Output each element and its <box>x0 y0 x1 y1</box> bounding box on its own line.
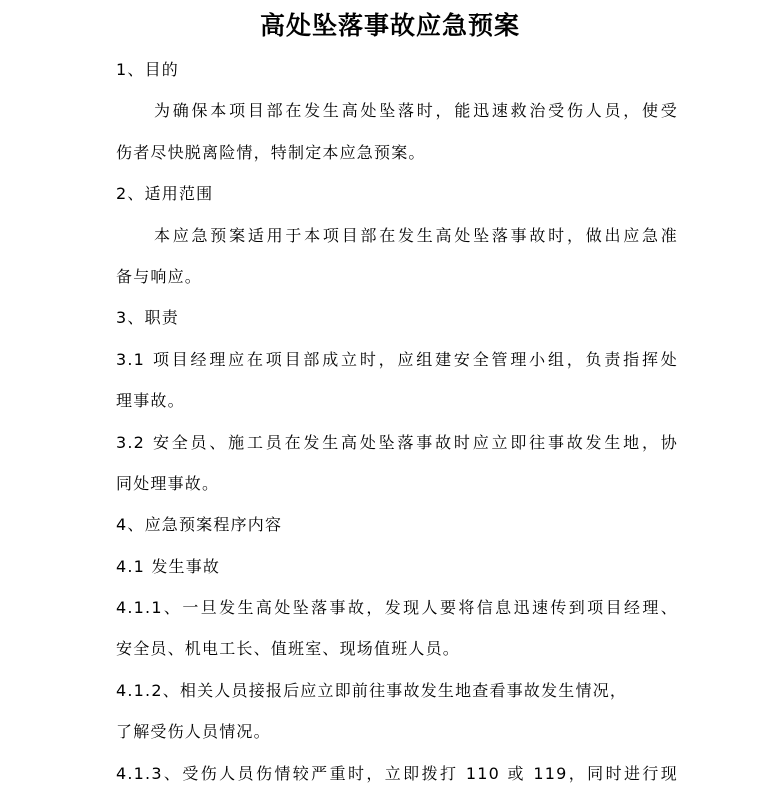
paragraph-line: 4.1.2、相关人员接报后应立即前往事故发生地查看事故发生情况， <box>116 680 628 700</box>
paragraph-line: 本应急预案适用于本项目部在发生高处坠落事故时，做出应急准 <box>154 225 678 245</box>
paragraph-line: 伤者尽快脱离险情，特制定本应急预案。 <box>116 142 426 162</box>
section-heading: 1、目的 <box>116 60 179 79</box>
subsection-heading: 4.1 发生事故 <box>116 556 221 576</box>
paragraph-line: 安全员、机电工长、值班室、现场值班人员。 <box>116 639 461 659</box>
paragraph-line: 了解受伤人员情况。 <box>116 722 271 742</box>
document-title: 高处坠落事故应急预案 <box>259 11 520 40</box>
paragraph-line: 3.2 安全员、施工员在发生高处坠落事故时应立即往事故发生地，协 <box>116 432 678 452</box>
paragraph-line: 理事故。 <box>116 391 185 411</box>
document-body <box>116 49 678 794</box>
paragraph-line: 4.1.1、一旦发生高处坠落事故，发现人要将信息迅速传到项目经理、 <box>116 598 678 618</box>
paragraph-line: 3.1 项目经理应在项目部成立时，应组建安全管理小组，负责指挥处 <box>116 349 678 369</box>
paragraph-line: 为确保本项目部在发生高处坠落时，能迅速救治受伤人员，使受 <box>154 101 678 121</box>
paragraph-line: 备与响应。 <box>116 266 203 286</box>
paragraph-line: 同处理事故。 <box>116 473 220 493</box>
paragraph-line: 4.1.3、受伤人员伤情较严重时，立即拨打 110 或 119，同时进行现 <box>116 763 678 783</box>
section-heading: 2、适用范围 <box>116 184 214 204</box>
section-heading: 3、职责 <box>116 308 179 328</box>
section-heading: 4、应急预案程序内容 <box>116 515 283 535</box>
